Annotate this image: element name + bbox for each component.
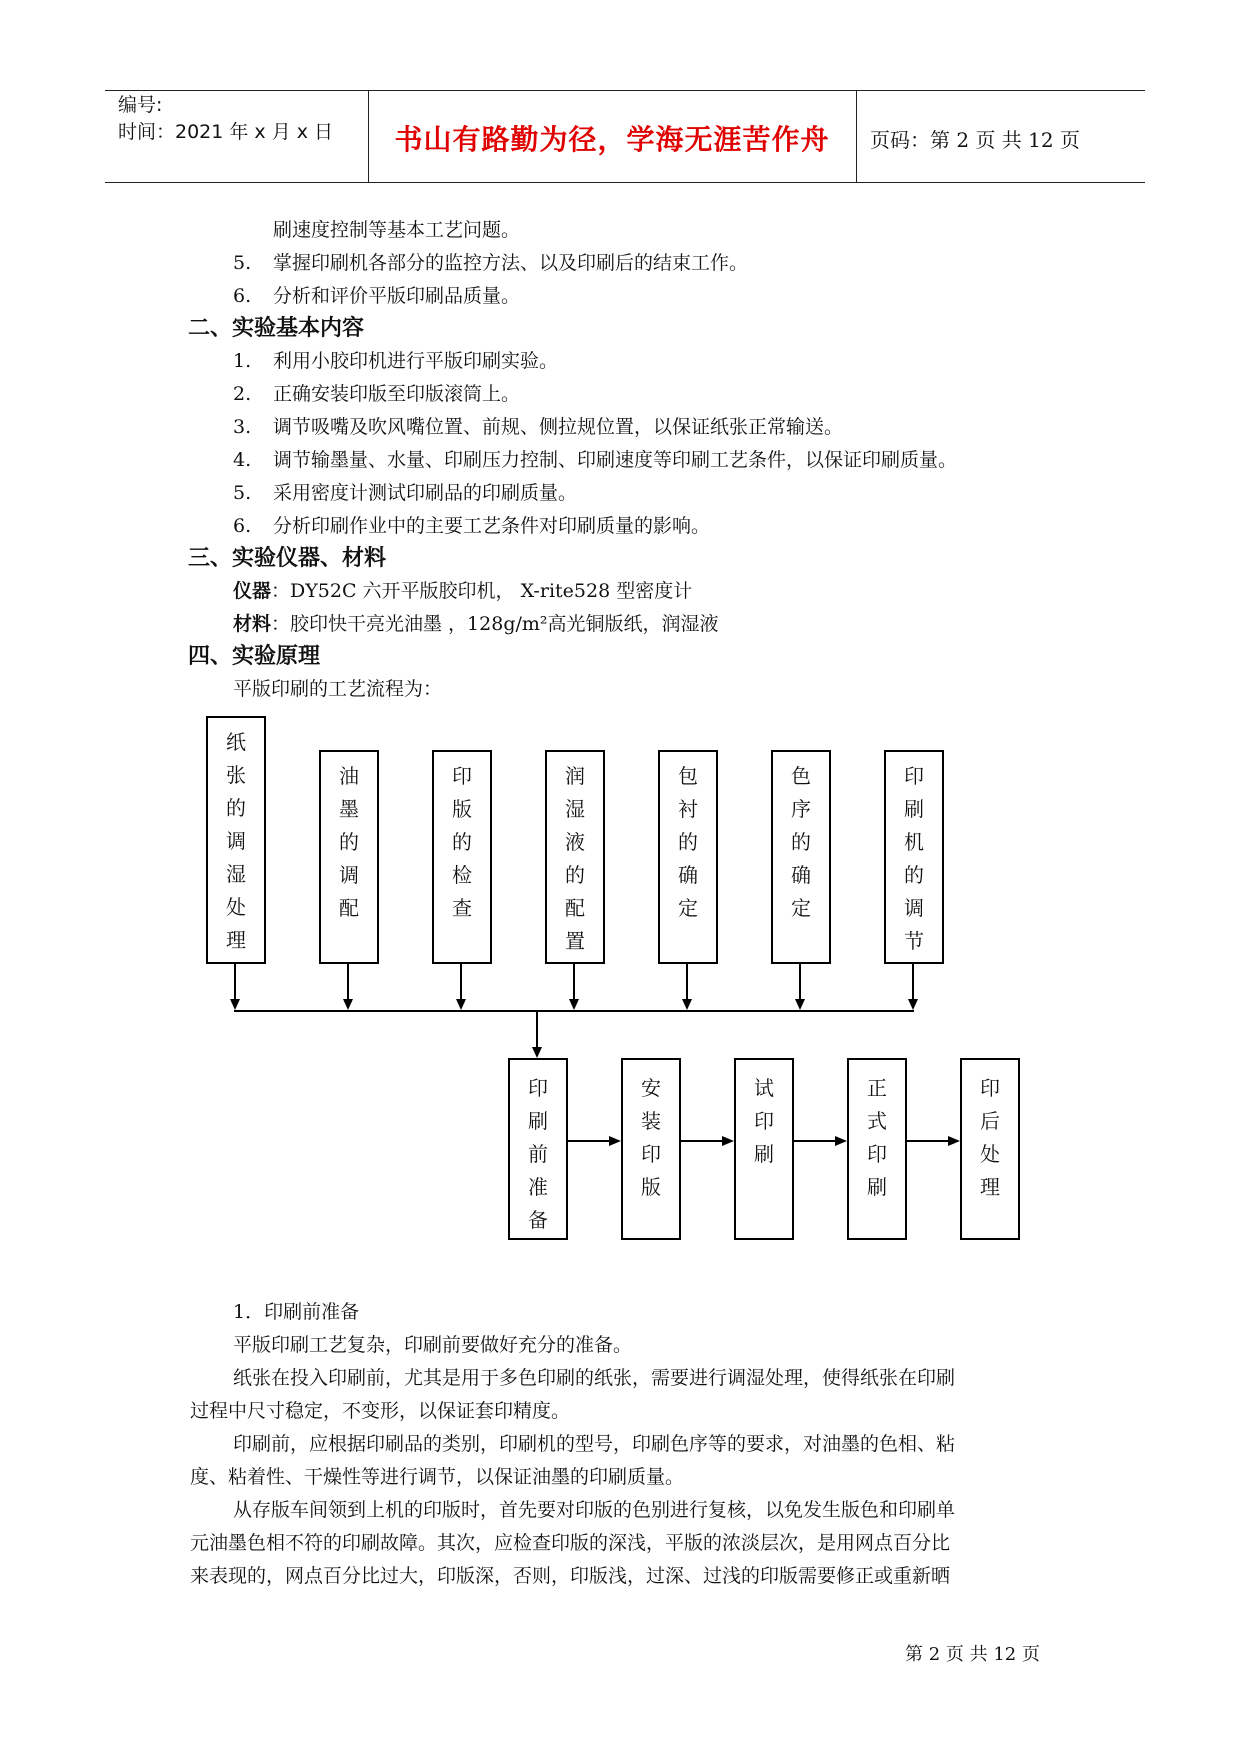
flow-box-top: [658, 750, 718, 964]
arrow-right-icon: [609, 1136, 621, 1146]
flow-box-label: 包 衬 的 确 定: [678, 764, 698, 920]
paragraph-line: 度、粘着性、干燥性等进行调节，以保证油墨的印刷质量。: [190, 1466, 685, 1488]
flow-box-label: 印 后 处 理: [980, 1076, 1000, 1199]
flow-box-top: [432, 750, 492, 964]
flow-connector: [536, 1010, 538, 1048]
arrow-down-icon: [532, 1047, 542, 1058]
flow-connector: [573, 962, 575, 1000]
arrow-down-icon: [682, 999, 692, 1010]
list-item: 4. 调节输墨量、水量、印刷压力控制、印刷速度等印刷工艺条件，以保证印刷质量。: [233, 449, 958, 471]
list-item: 3. 调节吸嘴及吹风嘴位置、前规、侧拉规位置，以保证纸张正常输送。: [233, 416, 844, 438]
instrument-line: 仪器：DY52C 六开平版胶印机， X-rite528 型密度计: [233, 580, 693, 602]
flow-connector: [799, 962, 801, 1000]
paragraph-line: 来表现的，网点百分比过大，印版深，否则，印版浅，过深、过浅的印版需要修正或重新晒: [190, 1565, 951, 1587]
subsection-title: 1．印刷前准备: [233, 1301, 360, 1323]
header-motto: 书山有路勤为径，学海无涯苦作舟: [394, 123, 830, 156]
intro-line: 刷速度控制等基本工艺问题。: [273, 219, 521, 241]
flow-box-top: [319, 750, 379, 964]
flow-connector: [568, 1140, 609, 1142]
paragraph-line: 纸张在投入印刷前，尤其是用于多色印刷的纸张，需要进行调湿处理，使得纸张在印刷: [233, 1367, 956, 1389]
flow-box-label: 安 装 印 版: [641, 1076, 661, 1199]
paragraph-line: 过程中尺寸稳定，不变形，以保证套印精度。: [190, 1400, 571, 1422]
header-divider-left: [368, 90, 369, 182]
arrow-down-icon: [456, 999, 466, 1010]
flow-box-label: 试 印 刷: [754, 1076, 774, 1166]
time-label: 时间：2021 年 x 月 x 日: [118, 121, 334, 143]
footer-page-number: 第 2 页 共 12 页: [905, 1644, 1040, 1665]
flow-box-top: [771, 750, 831, 964]
header-top-rule: [105, 90, 1145, 91]
header-bottom-rule: [105, 182, 1145, 183]
serial-label: 编号:: [118, 94, 163, 116]
arrow-right-icon: [948, 1136, 960, 1146]
flow-box-label: 印 版 的 检 查: [452, 764, 472, 920]
material-line: 材料：胶印快干亮光油墨 ，128g/m²高光铜版纸，润湿液: [233, 613, 719, 635]
flow-connector: [681, 1140, 722, 1142]
flow-box-bottom: [734, 1058, 794, 1240]
flow-connector: [907, 1140, 948, 1142]
header-divider-right: [856, 90, 857, 182]
intro-line: 5. 掌握印刷机各部分的监控方法、以及印刷后的结束工作。: [233, 252, 749, 274]
flow-box-bottom: [847, 1058, 907, 1240]
flow-connector: [912, 962, 914, 1000]
flow-connector: [794, 1140, 835, 1142]
paragraph-line: 从存版车间领到上机的印版时，首先要对印版的色别进行复核，以免发生版色和印刷单: [233, 1499, 956, 1521]
flow-box-bottom: [508, 1058, 568, 1240]
arrow-right-icon: [722, 1136, 734, 1146]
flow-box-top: [206, 716, 266, 964]
flow-box-top: [545, 750, 605, 964]
instrument-label: 仪器: [233, 580, 272, 602]
flow-box-label: 正 式 印 刷: [867, 1076, 887, 1199]
arrow-down-icon: [795, 999, 805, 1010]
material-label: 材料: [233, 613, 272, 635]
list-item: 6. 分析印刷作业中的主要工艺条件对印刷质量的影响。: [233, 515, 711, 537]
arrow-down-icon: [908, 999, 918, 1010]
arrow-right-icon: [835, 1136, 847, 1146]
flow-connector: [686, 962, 688, 1000]
flow-box-bottom: [960, 1058, 1020, 1240]
paragraph-line: 平版印刷工艺复杂，印刷前要做好充分的准备。: [233, 1334, 633, 1356]
paragraph-line: 元油墨色相不符的印刷故障。其次，应检查印版的深浅，平版的浓淡层次，是用网点百分比: [190, 1532, 951, 1554]
flow-connector: [460, 962, 462, 1000]
arrow-down-icon: [569, 999, 579, 1010]
header-meta: [118, 92, 333, 146]
arrow-down-icon: [230, 999, 240, 1010]
paragraph-line: 印刷前，应根据印刷品的类别，印刷机的型号，印刷色序等的要求，对油墨的色相、粘: [233, 1433, 956, 1455]
flow-box-label: 油 墨 的 调 配: [339, 764, 359, 920]
flow-box-label: 润 湿 液 的 配 置: [565, 764, 585, 953]
intro-line: 6. 分析和评价平版印刷品质量。: [233, 285, 521, 307]
flow-box-top: [884, 750, 944, 964]
list-item: 1. 利用小胶印机进行平版印刷实验。: [233, 350, 559, 372]
section-2-title: 二、实验基本内容: [188, 316, 365, 341]
header-page-label: 页码：第 2 页 共 12 页: [870, 128, 1080, 152]
flow-box-label: 色 序 的 确 定: [791, 764, 811, 920]
flow-box-label: 印 刷 机 的 调 节: [904, 764, 924, 953]
flow-box-bottom: [621, 1058, 681, 1240]
flow-box-label: 印 刷 前 准 备: [528, 1076, 548, 1232]
arrow-down-icon: [343, 999, 353, 1010]
flow-connector: [234, 962, 236, 1000]
flow-box-label: 纸 张 的 调 湿 处 理: [226, 730, 246, 952]
section-4-title: 四、实验原理: [188, 644, 321, 669]
list-item: 2. 正确安装印版至印版滚筒上。: [233, 383, 521, 405]
flow-merge-line: [234, 1010, 914, 1012]
flow-intro: 平版印刷的工艺流程为：: [233, 678, 443, 700]
flow-connector: [347, 962, 349, 1000]
list-item: 5. 采用密度计测试印刷品的印刷质量。: [233, 482, 578, 504]
section-3-title: 三、实验仪器、材料: [188, 546, 387, 571]
